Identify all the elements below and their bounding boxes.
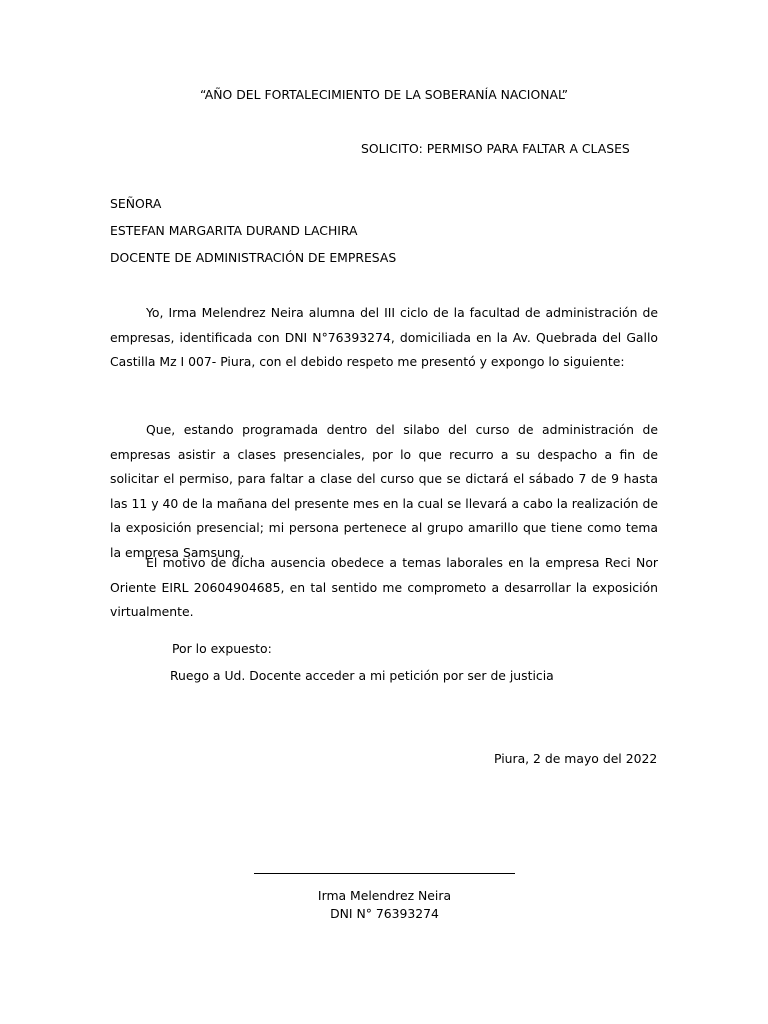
paragraph-request: [110, 418, 658, 565]
request-subject: SOLICITO: PERMISO PARA FALTAR A CLASES: [361, 141, 630, 156]
signature-line: [254, 873, 515, 874]
place-date: Piura, 2 de mayo del 2022: [494, 751, 658, 766]
addressee-role: DOCENTE DE ADMINISTRACIÓN DE EMPRESAS: [110, 250, 397, 265]
paragraph-text: Yo, Irma Melendrez Neira alumna del III ciclo de la facultad de administración de empresas, identificada con DNI N°76393274, domiciliada en la Av. Quebrada del Gallo Castilla Mz I 007- Piura, con el debido respeto me presentó y expongo lo siguiente:: [110, 305, 658, 369]
signature-name: Irma Melendrez Neira: [317, 888, 452, 903]
closing-heading: Por lo expuesto:: [172, 641, 272, 656]
paragraph-text: Que, estando programada dentro del silabo del curso de administración de empresas asistir a clases presenciales, por lo que recurro a su despacho a fin de solicitar el permiso, para faltar a clase del curso que se dictará el sábado 7 de 9 hasta las 11 y 40 de la mañana del presente mes en la cual se llevará a cabo la realización de la exposición presencial; mi persona pertenece al grupo amarillo que tiene como tema la empresa Samsung.: [110, 422, 658, 560]
paragraph-text: El motivo de dicha ausencia obedece a temas laborales en la empresa Reci Nor Oriente EIRL 20604904685, en tal sentido me comprometo a desarrollar la exposición virtualmente.: [110, 555, 658, 619]
document-motto: [0, 87, 768, 103]
paragraph-reason: [110, 551, 658, 625]
signature-id: DNI N° 76393274: [330, 906, 439, 921]
addressee-salutation: SEÑORA: [110, 196, 162, 211]
motto-text: “AÑO DEL FORTALECIMIENTO DE LA SOBERANÍA NACIONAL”: [199, 87, 569, 102]
paragraph-introduction: [110, 301, 658, 375]
closing-request: Ruego a Ud. Docente acceder a mi petición por ser de justicia: [170, 668, 554, 683]
addressee-name: ESTEFAN MARGARITA DURAND LACHIRA: [110, 223, 358, 238]
